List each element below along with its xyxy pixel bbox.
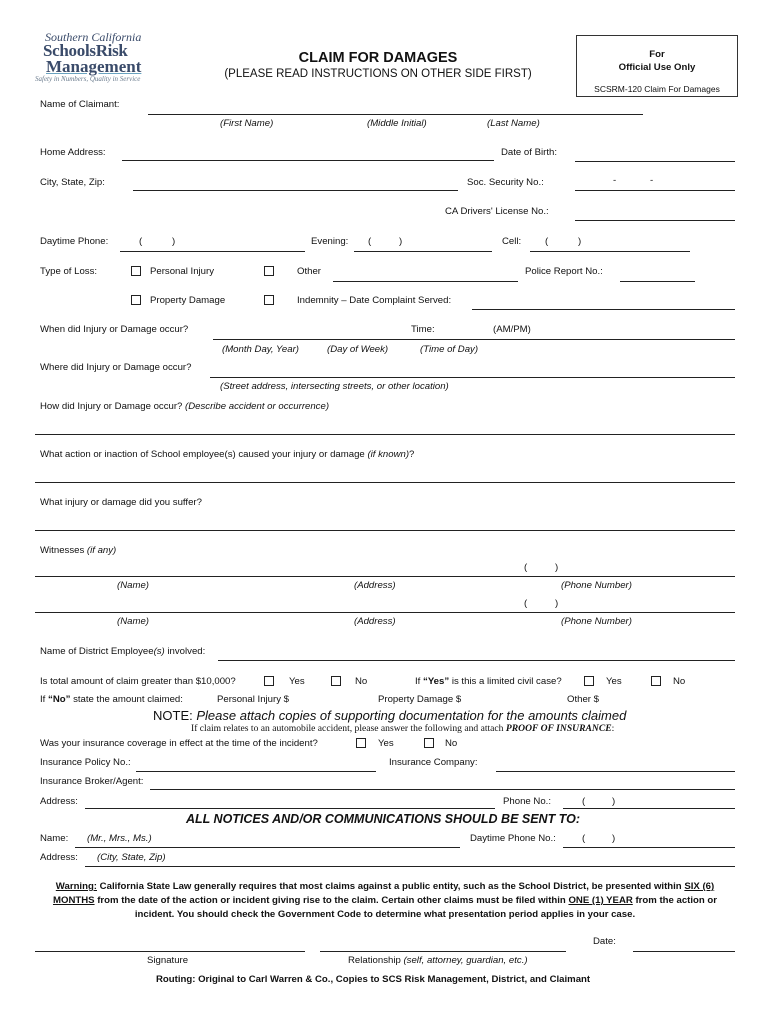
dob-field[interactable]	[575, 161, 735, 162]
note-text: NOTE: Please attach copies of supporting documentation for the amounts claimed	[153, 708, 627, 723]
witness2-field[interactable]	[35, 612, 735, 613]
district-employee-field[interactable]	[218, 660, 735, 661]
insurance-address-label: Address:	[40, 796, 78, 807]
property-damage-label: Property Damage	[150, 295, 226, 306]
evening-paren-open: (	[368, 236, 372, 247]
signature-label: Signature	[147, 955, 189, 966]
limited-civil-question: If “Yes” is this a limited civil case?	[415, 676, 562, 687]
ampm-label: (AM/PM)	[493, 324, 531, 335]
date-field[interactable]	[633, 951, 735, 952]
time-label: Time:	[411, 324, 435, 335]
warning-text: Warning: California State Law generally requires that most claims against a public entity, such as the School District, be presented within SIX (6) MONTHS from the date of the action or incident giving rise to the claim. Certain other claims must be filed within ONE (1) YEAR from the action or incident. You should check the Government Code to determine what presentation period applies in your case.	[52, 881, 718, 920]
notice-phone-field[interactable]	[563, 847, 735, 848]
date-label: Date:	[593, 936, 616, 947]
insurance-question: Was your insurance coverage in effect at the time of the incident?	[40, 738, 318, 749]
policy-label: Insurance Policy No.:	[40, 757, 131, 768]
police-report-field[interactable]	[620, 281, 695, 282]
daytime-paren-close: )	[172, 236, 176, 247]
daytime-phone-label: Daytime Phone:	[40, 236, 109, 247]
notice-name-hint: (Mr., Mrs., Ms.)	[87, 833, 152, 844]
official-for: For	[649, 49, 665, 60]
limited-yes-label: Yes	[606, 676, 622, 687]
amount-claimed-label: If “No” state the amount claimed:	[40, 694, 183, 705]
ssn-field[interactable]	[575, 190, 735, 191]
amount-no-checkbox[interactable]	[331, 676, 341, 686]
amount-yes-label: Yes	[289, 676, 305, 687]
personal-injury-amount-label: Personal Injury $	[217, 694, 289, 705]
evening-phone-field[interactable]	[354, 251, 492, 252]
insurance-address-field[interactable]	[85, 808, 495, 809]
insurance-no-label: No	[445, 738, 458, 749]
notice-address-hint: (City, State, Zip)	[97, 852, 166, 863]
witness1-name-hint: (Name)	[117, 580, 149, 591]
logo-line3: Management	[46, 57, 142, 76]
insurance-paren-open: (	[582, 796, 586, 807]
limited-yes-checkbox[interactable]	[584, 676, 594, 686]
witness1-field[interactable]	[35, 576, 735, 577]
witness2-address-hint: (Address)	[354, 616, 396, 627]
daytime-paren-open: (	[139, 236, 143, 247]
official-use: Official Use Only	[618, 62, 696, 73]
ssn-dash-1: -	[613, 175, 617, 186]
home-address-label: Home Address:	[40, 147, 106, 158]
when-label: When did Injury or Damage occur?	[40, 324, 189, 335]
other-loss-field[interactable]	[333, 281, 518, 282]
notices-heading: ALL NOTICES AND/OR COMMUNICATIONS SHOULD BE SENT TO:	[186, 812, 580, 826]
property-damage-amount-label: Property Damage $	[378, 694, 462, 705]
insurance-phone-field[interactable]	[563, 808, 735, 809]
routing-text: Routing: Original to Carl Warren & Co., Copies to SCS Risk Management, District, and Claimant	[156, 974, 591, 985]
action-field[interactable]	[35, 482, 735, 483]
city-label: City, State, Zip:	[40, 177, 105, 188]
insurance-yes-checkbox[interactable]	[356, 738, 366, 748]
witnesses-label: Witnesses (if any)	[40, 545, 117, 556]
claimant-label: Name of Claimant:	[40, 99, 120, 110]
witness1-phone-hint: (Phone Number)	[561, 580, 632, 591]
insurance-paren-close: )	[612, 796, 616, 807]
district-employee-label: Name of District Employee(s) involved:	[40, 646, 206, 657]
indemnity-checkbox[interactable]	[264, 295, 274, 305]
license-field[interactable]	[575, 220, 735, 221]
notice-name-field[interactable]	[75, 847, 460, 848]
broker-label: Insurance Broker/Agent:	[40, 776, 144, 787]
logo-tagline: Safety in Numbers, Quality in Service	[35, 75, 141, 83]
first-name-hint: (First Name)	[220, 118, 274, 129]
other-amount-label: Other $	[567, 694, 599, 705]
dob-label: Date of Birth:	[501, 147, 557, 158]
daytime-phone-field[interactable]	[120, 251, 305, 252]
witness2-name-hint: (Name)	[117, 616, 149, 627]
witness2-phone-hint: (Phone Number)	[561, 616, 632, 627]
indemnity-label: Indemnity – Date Complaint Served:	[297, 295, 452, 306]
signature-field[interactable]	[35, 951, 305, 952]
logo-line2: SchoolsRisk	[43, 41, 128, 60]
relationship-field[interactable]	[320, 951, 566, 952]
other-checkbox[interactable]	[264, 266, 274, 276]
limited-no-checkbox[interactable]	[651, 676, 661, 686]
logo-line1: Southern California	[45, 30, 142, 44]
indemnity-date-field[interactable]	[472, 309, 735, 310]
middle-initial-hint: (Middle Initial)	[367, 118, 427, 129]
auto-accident-note: If claim relates to an automobile accident, please answer the following and attach PROOF OF INSURANCE:	[191, 723, 615, 734]
notice-name-label: Name:	[40, 833, 69, 844]
insurance-yes-label: Yes	[378, 738, 394, 749]
witness1-address-hint: (Address)	[354, 580, 396, 591]
notice-phone-label: Daytime Phone No.:	[470, 833, 556, 844]
amount-no-label: No	[355, 676, 368, 687]
cell-phone-field[interactable]	[530, 251, 690, 252]
broker-field[interactable]	[150, 789, 735, 790]
cell-label: Cell:	[502, 236, 522, 247]
cell-paren-open: (	[545, 236, 549, 247]
last-name-hint: (Last Name)	[487, 118, 540, 129]
ssn-dash-2: -	[650, 175, 654, 186]
home-address-field[interactable]	[122, 160, 494, 161]
notice-paren-close: )	[612, 833, 616, 844]
action-label: What action or inaction of School employee(s) caused your injury or damage (if known)?	[40, 449, 415, 460]
amount-question: Is total amount of claim greater than $10,000?	[40, 676, 236, 687]
witness1-paren-close: )	[555, 562, 559, 573]
evening-label: Evening:	[311, 236, 349, 247]
where-field[interactable]	[210, 377, 735, 378]
where-hint: (Street address, intersecting streets, or other location)	[220, 381, 449, 392]
how-field[interactable]	[35, 434, 735, 435]
other-label: Other	[297, 266, 321, 277]
claimant-name-field[interactable]	[148, 114, 643, 115]
relationship-label: Relationship (self, attorney, guardian, etc.)	[348, 955, 528, 966]
company-label: Insurance Company:	[389, 757, 478, 768]
policy-field[interactable]	[136, 771, 376, 772]
amount-yes-checkbox[interactable]	[264, 676, 274, 686]
insurance-no-checkbox[interactable]	[424, 738, 434, 748]
day-of-week-hint: (Day of Week)	[327, 344, 389, 355]
witness2-paren-open: (	[524, 598, 528, 609]
when-field[interactable]	[213, 339, 735, 340]
personal-injury-checkbox[interactable]	[131, 266, 141, 276]
form-subtitle: (PLEASE READ INSTRUCTIONS ON OTHER SIDE FIRST)	[224, 68, 532, 80]
ssn-label: Soc. Security No.:	[467, 177, 544, 188]
form-title: CLAIM FOR DAMAGES	[298, 50, 458, 66]
month-hint: (Month Day, Year)	[222, 344, 299, 355]
personal-injury-label: Personal Injury	[150, 266, 214, 277]
witness2-paren-close: )	[555, 598, 559, 609]
time-of-day-hint: (Time of Day)	[420, 344, 479, 355]
cell-paren-close: )	[578, 236, 582, 247]
city-field[interactable]	[133, 190, 458, 191]
notice-paren-open: (	[582, 833, 586, 844]
evening-paren-close: )	[399, 236, 403, 247]
notice-address-label: Address:	[40, 852, 78, 863]
injury-label: What injury or damage did you suffer?	[40, 497, 202, 508]
where-label: Where did Injury or Damage occur?	[40, 362, 192, 373]
loss-type-label: Type of Loss:	[40, 266, 98, 277]
how-label: How did Injury or Damage occur? (Describe accident or occurrence)	[40, 401, 330, 412]
property-damage-checkbox[interactable]	[131, 295, 141, 305]
license-label: CA Drivers' License No.:	[445, 206, 549, 217]
police-report-label: Police Report No.:	[525, 266, 603, 277]
witness1-paren-open: (	[524, 562, 528, 573]
limited-no-label: No	[673, 676, 686, 687]
notice-address-field[interactable]	[85, 866, 735, 867]
company-field[interactable]	[496, 771, 735, 772]
form-id: SCSRM-120 Claim For Damages	[594, 84, 720, 94]
insurance-phone-label: Phone No.:	[503, 796, 552, 807]
injury-field[interactable]	[35, 530, 735, 531]
